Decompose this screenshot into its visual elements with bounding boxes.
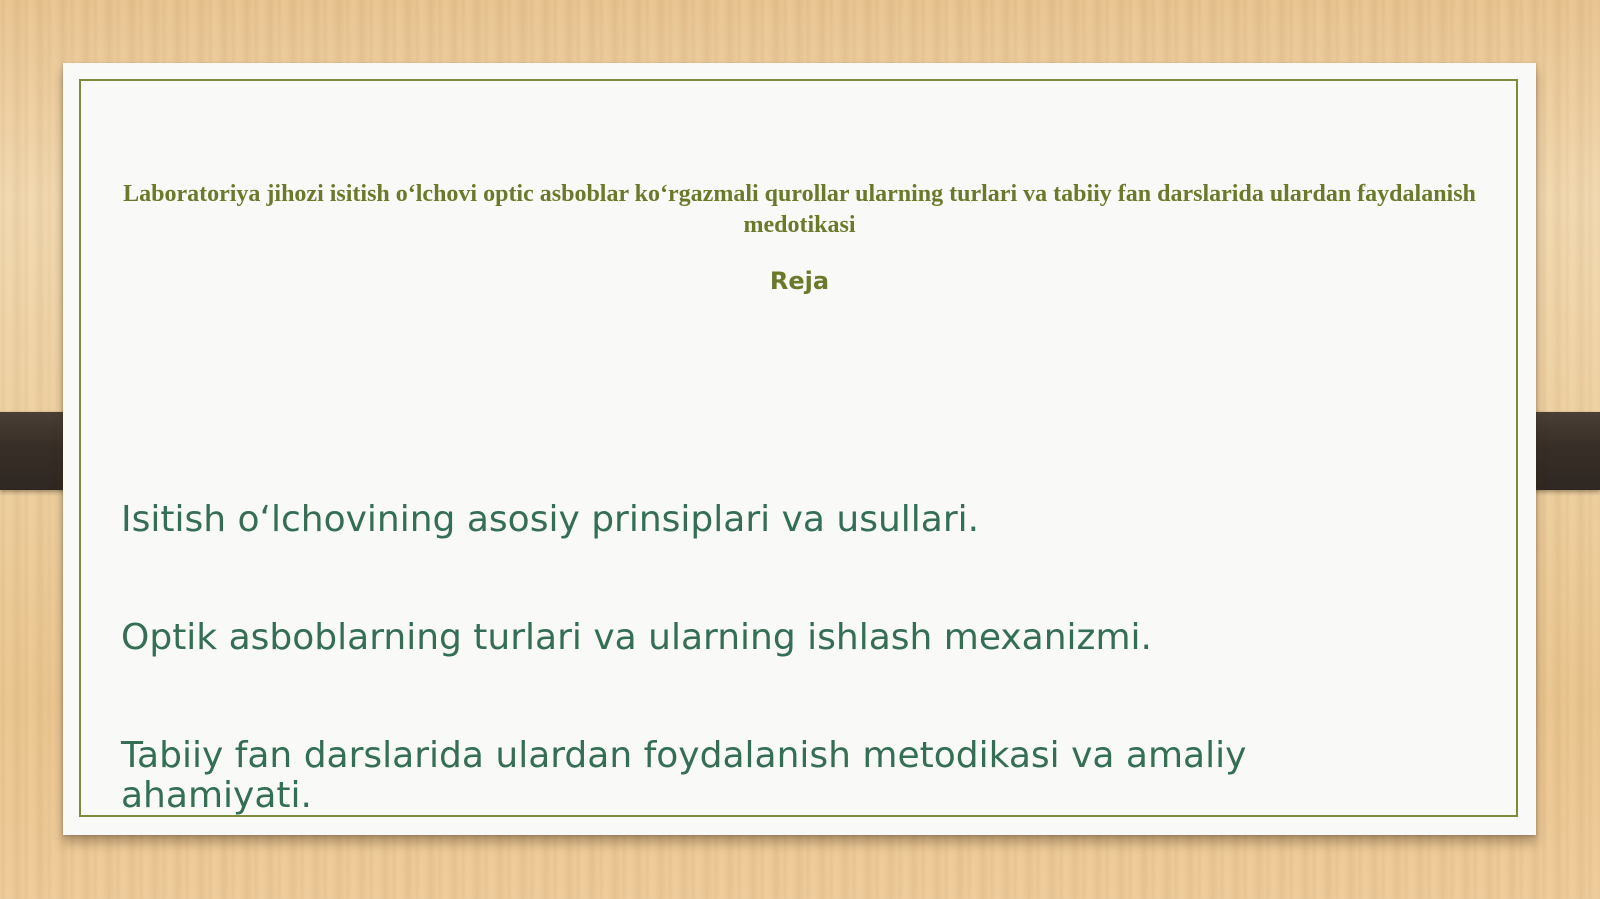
plan-item: Optik asboblarning turlari va ularning ishlash mexanizmi. — [121, 617, 1152, 658]
plan-list — [121, 500, 1301, 894]
slide-subtitle: Reja — [769, 267, 830, 295]
plan-item: Tabiiy fan darslarida ulardan foydalanish metodikasi va amaliy ahamiyati. — [121, 735, 1247, 816]
slide-title: Laboratoriya jihozi isitish o‘lchovi optic asboblar ko‘rgazmali qurollar ularning turlari va tabiiy fan darslarida ulardan faydalanish medotikasi — [123, 181, 1476, 238]
slide — [63, 63, 1536, 835]
plan-item: Isitish oʻlchovining asosiy prinsiplari va usullari. — [121, 499, 980, 540]
